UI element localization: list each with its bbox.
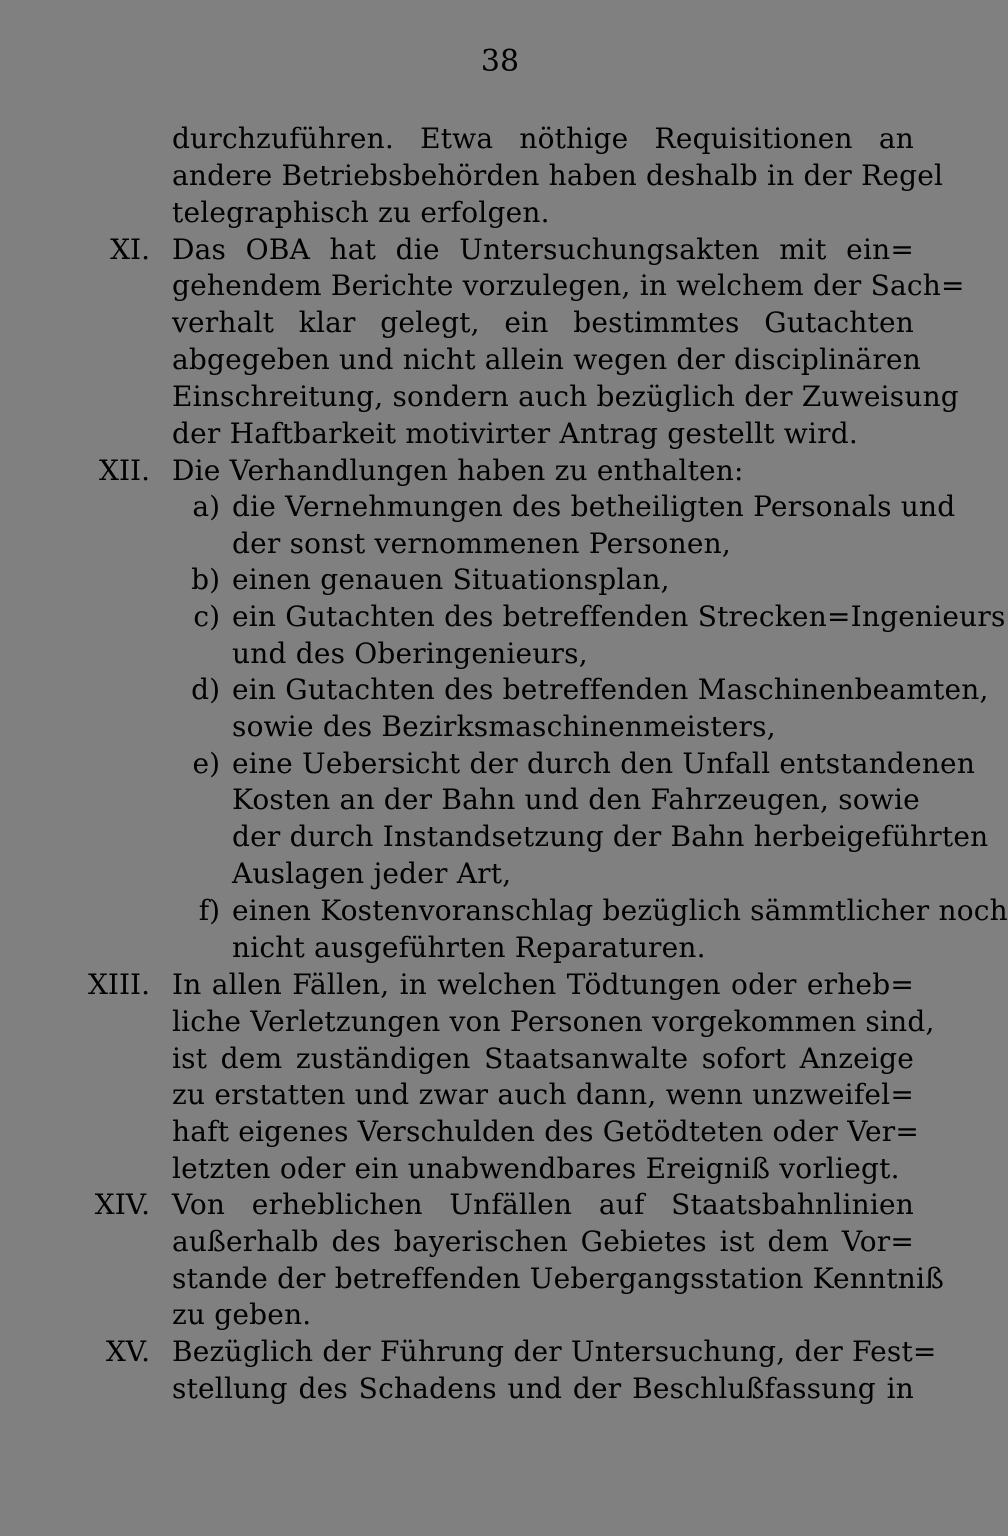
text-line: durchzuführen. Etwa nöthige Requisitionen an (172, 122, 914, 155)
text-line: Bezüglich der Führung der Untersuchung, der Fest= (172, 1335, 937, 1368)
text-line: telegraphisch zu erfolgen. (172, 196, 550, 229)
text-line: der sonst vernommenen Personen, (232, 527, 731, 560)
section-number-xii: XII. (99, 454, 150, 487)
text-line: andere Betriebsbehörden haben deshalb in der Regel (172, 159, 944, 192)
section-number-xiii: XIII. (87, 968, 150, 1001)
subitem-label-b: b) (191, 563, 220, 596)
text-line: zu geben. (172, 1298, 312, 1331)
text-line: ist dem zuständigen Staatsanwalte sofort Anzeige (172, 1042, 914, 1075)
text-line: stellung des Schadens und der Beschlußfassung in (172, 1372, 914, 1405)
text-line: stande der betreffenden Uebergangsstation Kenntniß (172, 1262, 945, 1295)
text-line: sowie des Bezirksmaschinenmeisters, (232, 710, 776, 743)
subitem-label-d: d) (191, 673, 220, 706)
page-number: 38 (480, 44, 520, 79)
text-line: haft eigenes Verschulden des Getödteten oder Ver= (172, 1115, 920, 1148)
text-line: nicht ausgeführten Reparaturen. (232, 931, 706, 964)
text-line: und des Oberingenieurs, (232, 637, 588, 670)
text-line: zu erstatten und zwar auch dann, wenn unzweifel= (172, 1078, 914, 1111)
text-line: In allen Fällen, in welchen Tödtungen oder erheb= (172, 968, 914, 1001)
subitem-label-c: c) (193, 600, 220, 633)
text-line: verhalt klar gelegt, ein bestimmtes Gutachten (172, 306, 914, 339)
text-line: eine Uebersicht der durch den Unfall entstandenen (232, 747, 976, 780)
text-line: Die Verhandlungen haben zu enthalten: (172, 454, 744, 487)
text-line: Von erheblichen Unfällen auf Staatsbahnlinien (172, 1188, 914, 1221)
text-line: einen Kostenvoranschlag bezüglich sämmtlicher noch (232, 894, 1008, 927)
text-line: Kosten an der Bahn und den Fahrzeugen, sowie (232, 783, 920, 816)
text-line: letzten oder ein unabwendbares Ereigniß vorliegt. (172, 1152, 900, 1185)
section-number-xiv: XIV. (94, 1188, 150, 1221)
text-line: einen genauen Situationsplan, (232, 563, 670, 596)
text-line: abgegeben und nicht allein wegen der disciplinären (172, 343, 922, 376)
text-line: Das OBA hat die Untersuchungsakten mit ein= (172, 233, 914, 266)
text-line: Einschreitung, sondern auch bezüglich der Zuweisung (172, 380, 959, 413)
subitem-label-a: a) (192, 490, 220, 523)
text-line: gehendem Berichte vorzulegen, in welchem der Sach= (172, 269, 965, 302)
text-line: liche Verletzungen von Personen vorgekommen sind, (172, 1005, 935, 1038)
text-line: ein Gutachten des betreffenden Maschinenbeamten, (232, 673, 989, 706)
text-line: ein Gutachten des betreffenden Strecken=Ingenieurs (232, 600, 1006, 633)
subitem-label-f: f) (198, 894, 220, 927)
text-line: der durch Instandsetzung der Bahn herbeigeführten (232, 820, 989, 853)
section-number-xv: XV. (105, 1335, 150, 1368)
text-line: die Vernehmungen des betheiligten Personals und (232, 490, 956, 523)
section-number-xi: XI. (110, 233, 150, 266)
text-line: außerhalb des bayerischen Gebietes ist dem Vor= (172, 1225, 914, 1258)
text-line: der Haftbarkeit motivirter Antrag gestellt wird. (172, 417, 858, 450)
text-line: Auslagen jeder Art, (232, 857, 512, 890)
subitem-label-e: e) (192, 747, 220, 780)
